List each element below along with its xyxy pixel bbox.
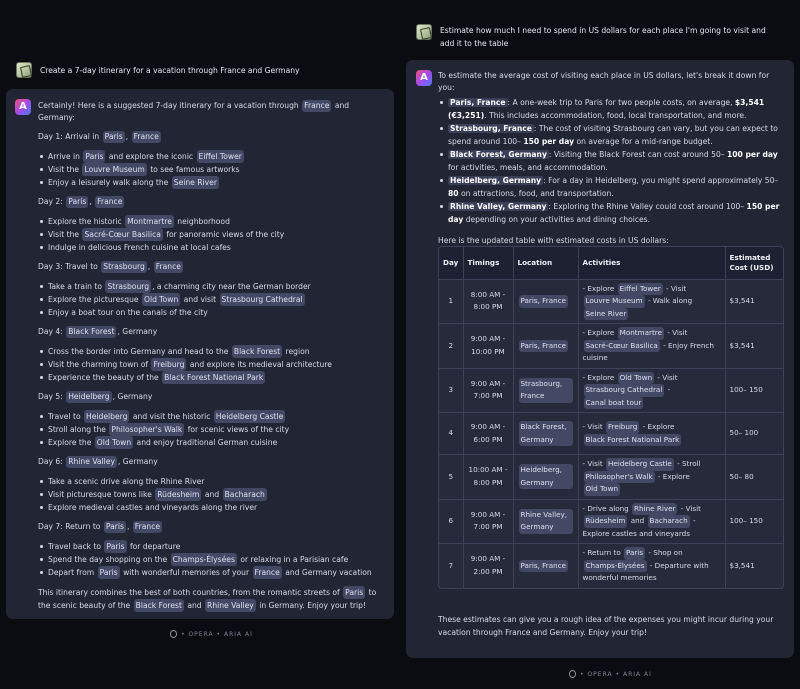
- cell-cost: 100– 150: [725, 499, 783, 544]
- day-activities: [38, 345, 383, 384]
- text-segment: - Explore: [582, 283, 617, 293]
- itinerary-closing: [38, 586, 383, 612]
- table-row: [439, 368, 783, 413]
- place-highlight: Heidelberg, Germany: [450, 176, 542, 185]
- text-segment: and visit: [181, 295, 219, 304]
- activity-item: [38, 176, 383, 189]
- text-segment: Arrive in: [48, 152, 83, 161]
- activity-item: [38, 566, 383, 579]
- text-segment: for activities, meals, and accommodation.: [448, 163, 608, 172]
- bold-amount: 150 per day: [523, 137, 575, 146]
- text-segment: and explore its medieval architecture: [187, 360, 332, 369]
- entity-chip: France: [304, 101, 330, 110]
- text-segment: ,: [125, 132, 131, 141]
- activity-item: [38, 436, 383, 449]
- bold-amount: 100 per day: [726, 150, 778, 159]
- entity-chip: Black Forest: [68, 327, 115, 336]
- cost-intro: To estimate the average cost of visiting each place in US dollars, let's break it down for you:: [438, 71, 770, 92]
- cell-cost: 50– 80: [725, 455, 783, 500]
- itinerary-intro: [38, 100, 383, 124]
- cell-cost: $3,541: [725, 544, 783, 588]
- entity-chip: Strasbourg: [107, 282, 150, 291]
- cell-timings: 10:00 AM - 8:00 PM: [463, 455, 513, 500]
- entity-chip: France: [155, 262, 181, 271]
- entity-chip: Heidelberg, Germany: [519, 464, 573, 489]
- user-prompt-text: Create a 7-day itinerary for a vacation through France and Germany: [40, 66, 300, 75]
- entity-chip: Paris: [345, 588, 364, 597]
- entity-chip: Freiburg: [153, 360, 185, 369]
- text-segment: - Visit: [665, 328, 688, 337]
- cost-item: [438, 122, 788, 148]
- entity-chip: Eiffel Tower: [198, 152, 242, 161]
- cost-response: [438, 70, 788, 247]
- cell-cost: $3,541: [725, 279, 783, 324]
- entity-chip: Louvre Museum: [84, 165, 145, 174]
- place-highlight: Paris, France: [450, 98, 506, 107]
- text-segment: Day 6:: [38, 457, 66, 466]
- text-segment: and: [202, 490, 222, 499]
- table-row: [439, 455, 783, 500]
- entity-chip: Old Town: [96, 438, 132, 447]
- table-header-cell: Day: [439, 247, 463, 279]
- activity-item: [38, 371, 383, 384]
- text-segment: Indulge in delicious French cuisine at local cafes: [48, 243, 231, 252]
- text-segment: ,: [126, 522, 132, 531]
- entity-chip: Seine River: [173, 178, 217, 187]
- entity-chip: Heidelberg: [68, 392, 110, 401]
- text-segment: - Return to: [582, 548, 624, 557]
- entity-chip: Strasbourg Cathedral: [221, 295, 303, 304]
- text-segment: depending on your activities and dining choices.: [463, 215, 651, 224]
- text-segment: and Germany:: [38, 101, 350, 122]
- bold-amount: 150 per day: [448, 202, 780, 224]
- aria-logo-icon: [416, 70, 432, 86]
- entity-chip: Black Forest: [233, 347, 281, 356]
- activity-item: [38, 241, 383, 254]
- text-segment: for departure: [127, 542, 181, 551]
- place-highlight: Strasbourg, France: [450, 124, 532, 133]
- cell-timings: 9:00 AM - 10:00 PM: [463, 324, 513, 369]
- activity-item: [38, 293, 383, 306]
- cell-day: 2: [439, 324, 463, 369]
- text-segment: ,: [147, 262, 153, 271]
- activity-item: [38, 501, 383, 514]
- table-row: [439, 279, 783, 324]
- text-segment: -: [665, 385, 671, 394]
- text-segment: - Explore: [582, 372, 617, 382]
- text-segment: : Exploring the Rhine Valley could cost around 100–: [548, 202, 747, 211]
- text-segment: Experience the beauty of the: [48, 373, 162, 382]
- entity-chip: Rhine River: [632, 503, 677, 516]
- cell-timings: 9:00 AM - 6:00 PM: [463, 413, 513, 455]
- day-title: [38, 326, 383, 338]
- activity-item: [38, 553, 383, 566]
- entity-chip: Black Forest, Germany: [519, 421, 573, 446]
- aria-logo-icon: [15, 99, 31, 115]
- cell-day: 7: [439, 544, 463, 588]
- text-segment: , a charming city near the German border: [152, 282, 311, 291]
- entity-chip: Rüdesheim: [584, 515, 628, 528]
- entity-chip: Paris, France: [519, 560, 569, 573]
- day-title: [38, 261, 383, 273]
- day-activities: [38, 280, 383, 319]
- text-segment: and: [184, 601, 205, 610]
- text-segment: Travel to: [48, 412, 84, 421]
- entity-chip: Paris: [105, 522, 124, 531]
- text-segment: This itinerary combines the best of both countries, from the romantic streets of: [38, 588, 343, 597]
- text-segment: Explore the historic: [48, 217, 125, 226]
- activity-item: [38, 215, 383, 228]
- cell-cost: $3,541: [725, 324, 783, 369]
- table-header-cell: Estimated Cost (USD): [725, 247, 783, 279]
- text-segment: region: [283, 347, 310, 356]
- place-highlight: Black Forest, Germany: [450, 150, 547, 159]
- text-segment: with wonderful memories of your: [120, 568, 252, 577]
- entity-chip: Philosopher's Walk: [584, 471, 655, 484]
- cell-day: 3: [439, 368, 463, 413]
- entity-chip: Paris: [99, 568, 118, 577]
- text-segment: . This includes accommodation, food, local transportation, and more.: [484, 111, 747, 120]
- cell-activities: [578, 499, 725, 544]
- text-segment: Take a scenic drive along the Rhine River: [48, 477, 205, 486]
- activity-item: [38, 163, 383, 176]
- table-row: [439, 324, 783, 369]
- text-segment: Explore medieval castles and vineyards along the river: [48, 503, 258, 512]
- text-segment: Spend the day shopping on the: [48, 555, 170, 564]
- text-segment: Stroll along the: [48, 425, 109, 434]
- text-segment: and visit the historic: [130, 412, 213, 421]
- cell-location: [513, 499, 578, 544]
- text-segment: - Drive along: [582, 503, 632, 513]
- bold-amount: 80: [448, 189, 459, 198]
- text-segment: - Walk along: [645, 296, 693, 305]
- table-body: [439, 279, 783, 588]
- cell-day: 4: [439, 413, 463, 455]
- text-segment: - Explore: [640, 422, 675, 431]
- cost-table-container: [438, 246, 784, 589]
- cost-closing: These estimates can give you a rough idea of the expenses you might incur during your vacation through France and Germany. Enjoy your trip!: [438, 615, 774, 637]
- entity-chip: Paris, France: [519, 295, 569, 308]
- text-segment: for scenic views of the city: [185, 425, 290, 434]
- text-segment: - Explore: [582, 328, 617, 337]
- table-intro: Here is the updated table with estimated costs in US dollars:: [438, 236, 669, 245]
- activity-item: [38, 475, 383, 488]
- activity-item: [38, 488, 383, 501]
- entity-chip: France: [97, 197, 123, 206]
- text-segment: - Visit: [582, 422, 605, 431]
- text-segment: or relaxing in a Parisian cafe: [237, 555, 349, 564]
- text-segment: Day 2:: [38, 197, 66, 206]
- text-segment: Explore the picturesque: [48, 295, 141, 304]
- text-segment: : For a day in Heidelberg, you might spend approximately 50–: [543, 176, 779, 185]
- text-segment: and Germany vacation: [282, 568, 372, 577]
- cell-timings: 9:00 AM - 7:00 PM: [463, 499, 513, 544]
- itinerary-response: [38, 100, 383, 612]
- text-segment: Depart from: [48, 568, 97, 577]
- entity-chip: Heidelberg Castle: [215, 412, 284, 421]
- text-segment: Enjoy a boat tour on the canals of the city: [48, 308, 208, 317]
- user-avatar: [416, 24, 432, 40]
- footer-label: • OPERA • ARIA AI: [181, 630, 253, 638]
- text-segment: , Germany: [117, 457, 158, 466]
- cell-day: 1: [439, 279, 463, 324]
- text-segment: - Visit: [655, 372, 678, 382]
- cost-item: [438, 96, 788, 122]
- entity-chip: Rhine Valley, Germany: [519, 509, 573, 534]
- entity-chip: Philosopher's Walk: [111, 425, 183, 434]
- activity-item: [38, 280, 383, 293]
- text-segment: on average for a mid-range budget.: [574, 137, 713, 146]
- user-prompt-text: Estimate how much I need to spend in US dollars for each place I'm going to visit and add it to the table: [440, 26, 766, 48]
- text-segment: - Shop on: [646, 548, 683, 557]
- text-segment: Visit the: [48, 230, 82, 239]
- table-row: [439, 499, 783, 544]
- text-segment: neighborhood: [174, 217, 230, 226]
- text-segment: - Explore castles and vineyards: [582, 516, 696, 538]
- table-header-cell: Location: [513, 247, 578, 279]
- day-activities: [38, 475, 383, 514]
- text-segment: Day 4:: [38, 327, 66, 336]
- entity-chip: Paris: [106, 542, 125, 551]
- text-segment: in Germany. Enjoy your trip!: [256, 601, 367, 610]
- entity-chip: Black Forest: [135, 601, 182, 610]
- entity-chip: Heidelberg Castle: [606, 458, 674, 471]
- text-segment: - Enjoy French cuisine: [582, 340, 714, 362]
- cell-cost: 50– 100: [725, 413, 783, 455]
- text-segment: and enjoy traditional German cuisine: [134, 438, 278, 447]
- footer-label: • OPERA • ARIA AI: [580, 670, 652, 678]
- cell-location: [513, 324, 578, 369]
- cell-timings: 8:00 AM - 8:00 PM: [463, 279, 513, 324]
- entity-chip: Seine River: [584, 308, 629, 321]
- entity-chip: Rüdesheim: [157, 490, 200, 499]
- entity-chip: Paris: [104, 132, 123, 141]
- cost-item: [438, 174, 788, 200]
- cell-location: [513, 413, 578, 455]
- cost-table: [439, 247, 783, 588]
- cell-activities: [578, 324, 725, 369]
- activity-item: [38, 228, 383, 241]
- cell-location: [513, 368, 578, 413]
- table-header-cell: Timings: [463, 247, 513, 279]
- activity-item: [38, 540, 383, 553]
- text-segment: - Departure with wonderful memories: [582, 560, 709, 582]
- text-segment: - Visit: [582, 459, 605, 468]
- day-title: [38, 131, 383, 143]
- day-activities: [38, 215, 383, 254]
- entity-chip: France: [254, 568, 280, 577]
- text-segment: Day 1: Arrival in: [38, 132, 102, 141]
- entity-chip: Paris, France: [519, 340, 569, 353]
- cost-item: [438, 200, 788, 226]
- activity-item: [38, 410, 383, 423]
- cell-location: [513, 455, 578, 500]
- text-segment: for panoramic views of the city: [163, 230, 285, 239]
- activity-item: [38, 358, 383, 371]
- entity-chip: Louvre Museum: [584, 295, 645, 308]
- cell-cost: 100– 150: [725, 368, 783, 413]
- text-segment: ,: [89, 197, 95, 206]
- entity-chip: Paris: [624, 547, 645, 560]
- table-row: [439, 413, 783, 455]
- text-segment: Travel back to: [48, 542, 104, 551]
- text-segment: Visit the: [48, 165, 82, 174]
- cell-day: 5: [439, 455, 463, 500]
- activity-item: [38, 423, 383, 436]
- day-activities: [38, 410, 383, 449]
- itinerary-days: [38, 131, 383, 579]
- text-segment: - Stroll: [674, 459, 701, 468]
- activity-item: [38, 345, 383, 358]
- opera-icon: [569, 670, 576, 678]
- cell-location: [513, 279, 578, 324]
- text-segment: on attractions, food, and transportation.: [458, 189, 614, 198]
- text-segment: to the scenic beauty of the: [38, 588, 377, 610]
- text-segment: Explore the: [48, 438, 94, 447]
- text-segment: : A one-week trip to Paris for two people costs, on average,: [507, 98, 735, 107]
- footer-right: [569, 670, 652, 678]
- text-segment: : The cost of visiting Strasbourg can vary, but you can expect to spend around 100–: [448, 124, 778, 146]
- cell-location: [513, 544, 578, 588]
- entity-chip: Paris: [68, 197, 87, 206]
- entity-chip: Sacré-Cœur Basilica: [84, 230, 161, 239]
- text-segment: and: [628, 516, 647, 525]
- entity-chip: France: [134, 522, 161, 531]
- text-segment: Day 3: Travel to: [38, 262, 101, 271]
- cell-activities: [578, 455, 725, 500]
- entity-chip: Old Town: [618, 372, 655, 385]
- entity-chip: Black Forest National Park: [584, 434, 682, 447]
- entity-chip: Old Town: [584, 483, 621, 496]
- text-segment: , Germany: [112, 392, 153, 401]
- entity-chip: Strasbourg, France: [519, 378, 573, 403]
- text-segment: , Germany: [117, 327, 158, 336]
- text-segment: Take a train to: [48, 282, 105, 291]
- cell-activities: [578, 368, 725, 413]
- text-segment: : Visiting the Black Forest can cost around 50–: [548, 150, 727, 159]
- table-row: [439, 544, 783, 588]
- user-prompt-left: [16, 62, 386, 78]
- entity-chip: Paris: [85, 152, 104, 161]
- user-avatar: [16, 62, 32, 78]
- text-segment: Enjoy a leisurely walk along the: [48, 178, 171, 187]
- activity-item: [38, 306, 383, 319]
- activity-item: [38, 150, 383, 163]
- text-segment: Day 5:: [38, 392, 66, 401]
- entity-chip: Champs-Élysées: [584, 560, 647, 573]
- cell-activities: [578, 279, 725, 324]
- opera-icon: [170, 630, 177, 638]
- text-segment: Day 7: Return to: [38, 522, 103, 531]
- text-segment: Visit the charming town of: [48, 360, 151, 369]
- entity-chip: Strasbourg Cathedral: [584, 384, 665, 397]
- cell-activities: [578, 413, 725, 455]
- entity-chip: Canal boat tour: [584, 397, 644, 410]
- cell-timings: 9:00 AM - 7:00 PM: [463, 368, 513, 413]
- table-header-row: [439, 247, 783, 279]
- entity-chip: Rhine Valley: [207, 601, 254, 610]
- bold-amount: $3,541 (€3,251): [448, 98, 765, 120]
- cost-item: [438, 148, 788, 174]
- day-title: [38, 456, 383, 468]
- entity-chip: Bacharach: [224, 490, 265, 499]
- day-title: [38, 391, 383, 403]
- text-segment: - Visit: [663, 283, 687, 293]
- day-title: [38, 521, 383, 533]
- entity-chip: Strasbourg: [103, 262, 145, 271]
- entity-chip: Freiburg: [606, 421, 639, 434]
- entity-chip: Bacharach: [648, 515, 690, 528]
- text-segment: and explore the iconic: [106, 152, 196, 161]
- entity-chip: Montmartre: [618, 327, 664, 340]
- entity-chip: Sacré-Cœur Basilica: [584, 340, 660, 353]
- text-segment: to see famous artworks: [147, 165, 240, 174]
- table-header-cell: Activities: [578, 247, 725, 279]
- entity-chip: Champs-Élysées: [172, 555, 235, 564]
- entity-chip: Montmartre: [127, 217, 172, 226]
- cell-day: 6: [439, 499, 463, 544]
- entity-chip: Black Forest National Park: [164, 373, 264, 382]
- cell-timings: 9:00 AM - 2:00 PM: [463, 544, 513, 588]
- day-activities: [38, 540, 383, 579]
- day-activities: [38, 150, 383, 189]
- entity-chip: Eiffel Tower: [618, 283, 663, 296]
- text-segment: - Visit: [678, 503, 701, 513]
- text-segment: Visit picturesque towns like: [48, 490, 155, 499]
- cell-activities: [578, 544, 725, 588]
- user-prompt-right: [416, 24, 776, 50]
- text-segment: Cross the border into Germany and head to the: [48, 347, 231, 356]
- text-segment: - Explore: [655, 471, 690, 481]
- cost-list: [438, 96, 788, 226]
- footer-left: [170, 630, 253, 638]
- entity-chip: Heidelberg: [86, 412, 128, 421]
- entity-chip: France: [133, 132, 159, 141]
- place-highlight: Rhine Valley, Germany: [450, 202, 547, 211]
- entity-chip: Old Town: [143, 295, 179, 304]
- text-segment: Certainly! Here is a suggested 7-day itinerary for a vacation through: [38, 101, 302, 110]
- entity-chip: Rhine Valley: [68, 457, 115, 466]
- day-title: [38, 196, 383, 208]
